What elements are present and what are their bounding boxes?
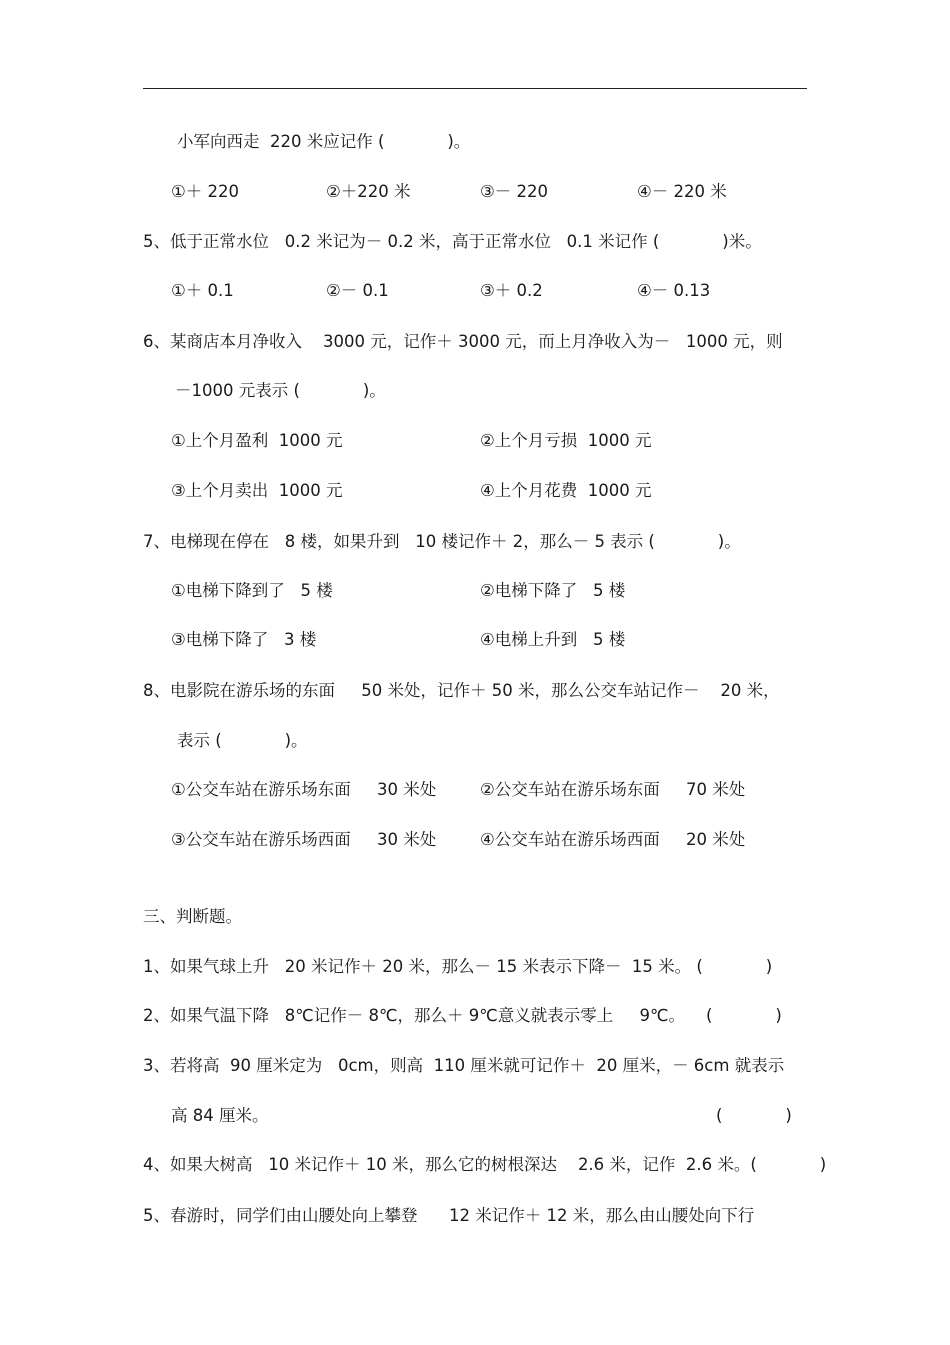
- question-6-option-2: ②上个月亏损 1000 元: [480, 431, 652, 450]
- question-6-stem-line-2: －1000 元表示 ( )。: [175, 381, 386, 400]
- judgment-2: 2、如果气温下降 8℃记作－ 8℃，那么＋ 9℃意义就表示零上 9℃。 ( ): [143, 1006, 782, 1025]
- question-8-option-4: ④公交车站在游乐场西面 20 米处: [480, 830, 746, 849]
- question-4-option-1: ①＋ 220: [171, 182, 240, 201]
- judgment-3-answer-blank: ( ): [716, 1106, 792, 1125]
- question-7-option-1: ①电梯下降到了 5 楼: [171, 581, 333, 600]
- question-4-option-2: ②＋220 米: [326, 182, 411, 201]
- question-6-option-3: ③上个月卖出 1000 元: [171, 481, 343, 500]
- question-8-option-2: ②公交车站在游乐场东面 70 米处: [480, 780, 746, 799]
- question-5-option-3: ③＋ 0.2: [480, 281, 543, 300]
- section-3-heading: 三、判断题。: [143, 907, 242, 926]
- question-6-option-1: ①上个月盈利 1000 元: [171, 431, 343, 450]
- question-5-stem: 5、低于正常水位 0.2 米记为－ 0.2 米，高于正常水位 0.1 米记作 ( )米。: [143, 232, 762, 251]
- question-6-option-4: ④上个月花费 1000 元: [480, 481, 652, 500]
- question-8-stem-line-2: 表示 ( )。: [177, 731, 308, 750]
- question-4-stem-continuation: 小军向西走 220 米应记作 ( )。: [177, 132, 471, 151]
- question-8-option-1: ①公交车站在游乐场东面 30 米处: [171, 780, 437, 799]
- judgment-1: 1、如果气球上升 20 米记作＋ 20 米，那么－ 15 米表示下降－ 15 米。 ( ): [143, 957, 773, 976]
- judgment-5: 5、春游时，同学们由山腰处向上攀登 12 米记作＋ 12 米，那么由山腰处向下行: [143, 1206, 755, 1225]
- judgment-3-line-2: 高 84 厘米。: [171, 1106, 269, 1125]
- question-5-option-1: ①＋ 0.1: [171, 281, 234, 300]
- question-6-stem-line-1: 6、某商店本月净收入 3000 元，记作＋ 3000 元，而上月净收入为－ 1000 元，则: [143, 332, 783, 351]
- judgment-4: 4、如果大树高 10 米记作＋ 10 米，那么它的树根深达 2.6 米，记作 2.6 米。( ): [143, 1155, 827, 1174]
- question-8-stem-line-1: 8、电影院在游乐场的东面 50 米处，记作＋ 50 米，那么公交车站记作－ 20 米，: [143, 681, 780, 700]
- judgment-3-line-1: 3、若将高 90 厘米定为 0cm，则高 110 厘米就可记作＋ 20 厘米，－ 6cm 就表示: [143, 1056, 785, 1075]
- question-7-stem: 7、电梯现在停在 8 楼，如果升到 10 楼记作＋ 2，那么－ 5 表示 ( )。: [143, 532, 741, 551]
- question-7-option-2: ②电梯下降了 5 楼: [480, 581, 626, 600]
- question-7-option-3: ③电梯下降了 3 楼: [171, 630, 317, 649]
- question-4-option-3: ③－ 220: [480, 182, 549, 201]
- header-rule: [143, 88, 807, 89]
- question-8-option-3: ③公交车站在游乐场西面 30 米处: [171, 830, 437, 849]
- question-7-option-4: ④电梯上升到 5 楼: [480, 630, 626, 649]
- question-5-option-4: ④－ 0.13: [637, 281, 711, 300]
- question-4-option-4: ④－ 220 米: [637, 182, 727, 201]
- question-5-option-2: ②－ 0.1: [326, 281, 389, 300]
